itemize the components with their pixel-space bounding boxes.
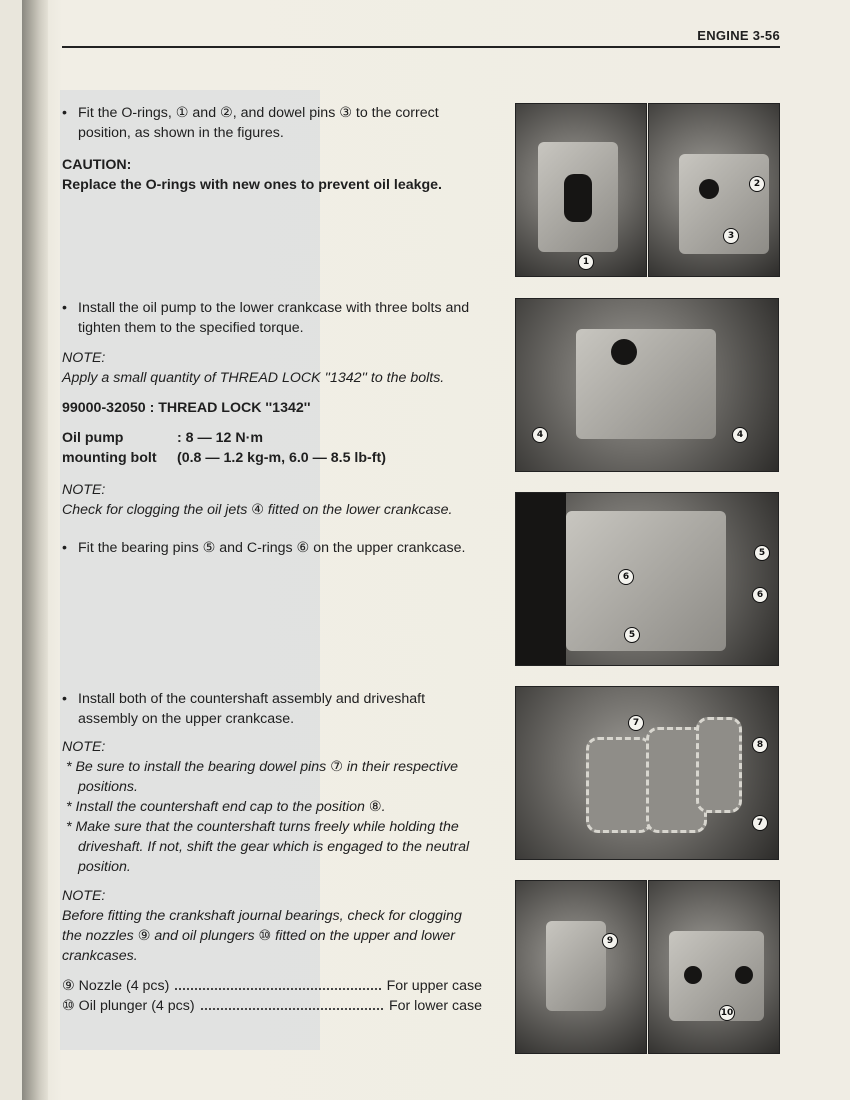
leader-dots [175, 988, 380, 990]
callout-marker: 5 [754, 545, 770, 561]
thread-lock-part-number: 99000-32050 : THREAD LOCK ''1342'' [62, 400, 311, 416]
torque-label: Oil pump [62, 430, 124, 446]
oil-pump-photo [515, 298, 779, 472]
crankcase-dowel-photo [648, 103, 780, 277]
book-spine [22, 0, 48, 1100]
plunger-spec-value: For lower case [388, 998, 482, 1014]
page-header [62, 26, 780, 48]
callout-marker: 4 [732, 427, 748, 443]
oring-instruction: • Fit the O-rings, ① and ②, and dowel pins ③ to the correct position, as shown in the figures. [62, 103, 482, 143]
callout-marker: 3 [723, 228, 739, 244]
section-oil-jets [62, 480, 482, 558]
callout-marker: 1 [578, 254, 594, 270]
torque-value: : 8 — 12 N·m [177, 430, 263, 446]
note-label: NOTE: [62, 350, 106, 366]
plunger-spec-name: ⑩ Oil plunger (4 pcs) [62, 998, 195, 1014]
nozzle-photo [515, 880, 647, 1054]
note-label: NOTE: [62, 739, 106, 755]
nozzle-spec-value: For upper case [386, 978, 482, 994]
oil-plunger-photo [648, 880, 780, 1054]
callout-marker: 4 [532, 427, 548, 443]
section-oil-pump [62, 298, 482, 468]
note-label: NOTE: [62, 482, 106, 498]
torque-value: (0.8 — 1.2 kg-m, 6.0 — 8.5 lb-ft) [177, 450, 386, 466]
nozzle-spec-name: ⑨ Nozzle (4 pcs) [62, 978, 170, 994]
note-item: * Be sure to install the bearing dowel pins ⑦ in their respective positions. [62, 757, 482, 797]
nozzle-spec-row [62, 976, 482, 996]
section-oring [62, 103, 482, 195]
callout-marker: 7 [628, 715, 644, 731]
leader-dots [201, 1008, 383, 1010]
callout-marker: 7 [752, 815, 768, 831]
section-nozzles [62, 886, 482, 1016]
note-text: Apply a small quantity of THREAD LOCK ''1342'' to the bolts. [62, 370, 445, 386]
torque-label: mounting bolt [62, 450, 157, 466]
callout-marker: 9 [602, 933, 618, 949]
caution-label: CAUTION: [62, 157, 132, 173]
torque-spec-row [62, 428, 482, 448]
oil-pump-instruction: • Install the oil pump to the lower crankcase with three bolts and tighten them to the specified torque. [62, 298, 482, 338]
shaft-instruction: • Install both of the countershaft assembly and driveshaft assembly on the upper crankcase. [62, 689, 482, 729]
bearing-pin-photo [515, 492, 779, 666]
bearing-pins-instruction: • Fit the bearing pins ⑤ and C-rings ⑥ on the upper crankcase. [62, 538, 482, 558]
transmission-shafts-photo [515, 686, 779, 860]
note-item: * Install the countershaft end cap to the position ⑧. [62, 797, 482, 817]
note-text: Before fitting the crankshaft journal bearings, check for clogging the nozzles ⑨ and oil plungers ⑩ fitted on the upper and lower crankcases. [62, 908, 462, 964]
callout-marker: 6 [752, 587, 768, 603]
callout-marker: 5 [624, 627, 640, 643]
plunger-spec-row [62, 996, 482, 1016]
callout-marker: 6 [618, 569, 634, 585]
callout-marker: 8 [752, 737, 768, 753]
oring-pump-photo [515, 103, 647, 277]
torque-spec-row [62, 448, 482, 468]
note-list [62, 757, 482, 877]
section-shaft-assembly [62, 689, 482, 877]
note-label: NOTE: [62, 888, 106, 904]
callout-marker: 2 [749, 176, 765, 192]
caution-text: Replace the O-rings with new ones to prevent oil leakge. [62, 177, 442, 193]
note-item: * Make sure that the countershaft turns freely while holding the driveshaft. If not, shift the gear which is engaged to the neutral position. [62, 817, 482, 877]
header-title: ENGINE 3-56 [697, 28, 780, 43]
callout-marker: 10 [719, 1005, 735, 1021]
note-text: Check for clogging the oil jets ④ fitted on the lower crankcase. [62, 502, 453, 518]
